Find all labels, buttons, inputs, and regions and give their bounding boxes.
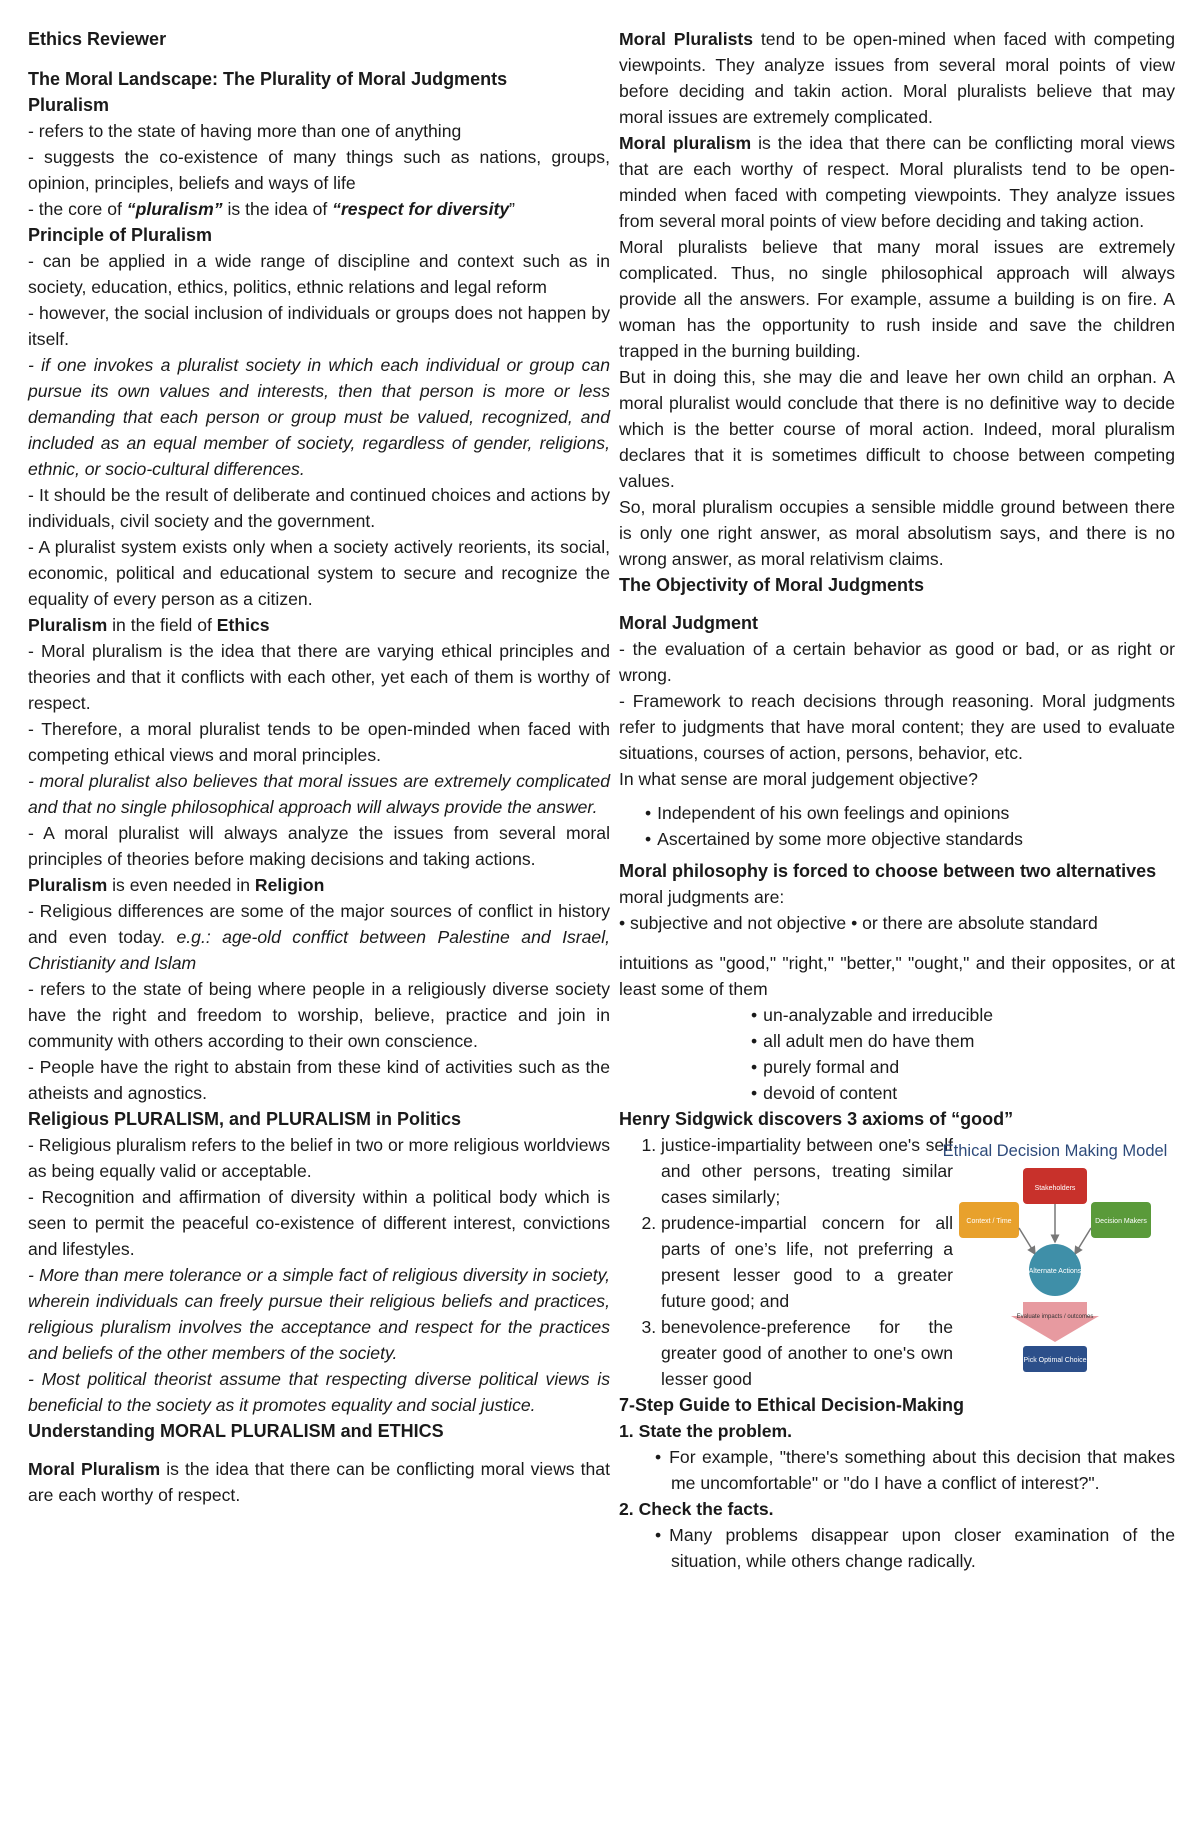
pluralism-line-3 xyxy=(28,196,610,222)
ethics-line-2: - Therefore, a moral pluralist tends to be open-minded when faced with competing ethical views and moral principles. xyxy=(28,719,610,765)
pluralism-heading: Pluralism xyxy=(28,95,110,115)
term-bold: Moral Pluralists xyxy=(619,29,754,49)
heading-plain: in the field of xyxy=(107,615,217,635)
left-column xyxy=(28,26,610,1508)
philosophy-line-3: intuitions as "good," "right," "better," "ought," and their opposites, or at least some of them xyxy=(619,953,1175,999)
section-title-moral-landscape: The Moral Landscape: The Plurality of Moral Judgments xyxy=(28,69,508,89)
judgment-line-1: - the evaluation of a certain behavior as good or bad, or as right or wrong. xyxy=(619,639,1175,685)
model-diagram xyxy=(935,1162,1175,1374)
text-span: tend to be open-mined when faced with competing viewpoints. They analyze issues from several moral points of view before deciding and takin action. Moral pluralists believe that may moral issues are extremely complicated. xyxy=(619,29,1175,127)
list-item: • Many problems disappear upon closer examination of the situation, while others change radically. xyxy=(655,1522,1175,1574)
heading-bold: Pluralism xyxy=(28,875,108,895)
heading-plain: is even needed in xyxy=(107,875,255,895)
sidgwick-heading: Henry Sidgwick discovers 3 axioms of “good” xyxy=(619,1109,1014,1129)
model-title: Ethical Decision Making Model xyxy=(942,1142,1168,1160)
right-para-3: Moral pluralists believe that many moral issues are extremely complicated. Thus, no single philosophical approach will always provide all the answers. For example, assume a building is on fire. A woman has the opportunity to rush inside and save the children trapped in the burning building. xyxy=(619,237,1175,361)
judgment-question: In what sense are moral judgement objective? xyxy=(619,769,978,789)
politics-heading: Religious PLURALISM, and PLURALISM in Politics xyxy=(28,1109,462,1129)
axiom-item: 3. benevolence-preference for the greater good of another to one's own lesser good xyxy=(661,1314,953,1392)
heading-bold: Ethics xyxy=(216,615,270,635)
principle-heading: Principle of Pluralism xyxy=(28,225,213,245)
axiom-item: 1. justice-impartiality between one's self and other persons, treating similar cases similarly; xyxy=(661,1132,953,1210)
node-evaluate-label: Evaluate impacts / outcomes xyxy=(1016,1314,1094,1320)
sidgwick-section xyxy=(619,1106,1175,1392)
node-stakeholders-label: Stakeholders xyxy=(1034,1185,1076,1192)
step-2-details xyxy=(655,1522,1175,1574)
node-evaluate xyxy=(1011,1302,1099,1342)
text-span: ” xyxy=(509,199,515,219)
philosophy-line-2: • subjective and not objective • or there are absolute standard xyxy=(619,913,1098,933)
node-alternate-actions-label: Alternate Actions xyxy=(1028,1268,1082,1275)
philosophy-line-1: moral judgments are: xyxy=(619,887,785,907)
politics-line-3: - More than mere tolerance or a simple fact of religious diversity in society, wherein individuals can freely pursue their religious beliefs and practices, religious pluralism involves the acceptance and respect for the practices and beliefs of the other members of the society. xyxy=(28,1265,610,1363)
list-item: • all adult men do have them xyxy=(751,1028,1175,1054)
example-text: e.g.: age-old conffict between Palestine and Israel, Christianity and Islam xyxy=(28,927,610,973)
philosophy-heading: Moral philosophy is forced to choose between two alternatives xyxy=(619,861,1157,881)
node-optimal-choice-label: Pick Optimal Choice xyxy=(1023,1357,1087,1364)
right-column xyxy=(619,26,1175,1574)
text-span: is the idea that there can be conflicting moral views that are each worthy of respect. xyxy=(28,1459,610,1505)
ethics-section xyxy=(28,612,610,872)
judgment-line-2: - Framework to reach decisions through reasoning. Moral judgments refer to judgments that have moral content; they are used to evaluate situations, courses of action, persons, behavior, etc. xyxy=(619,691,1175,763)
principle-line-4: - It should be the result of deliberate and continued choices and actions by individuals, civil society and the government. xyxy=(28,485,610,531)
node-decision-makers-label: Decision Makers xyxy=(1095,1218,1147,1225)
step-number: 1. xyxy=(619,1421,634,1441)
politics-line-1: - Religious pluralism refers to the belief in two or more religious worldviews as being equally valid or acceptable. xyxy=(28,1135,610,1181)
principle-line-5: - A pluralist system exists only when a society actively reorients, its social, economic, political and educational system to secure and recognize the equality of every person as a citizen. xyxy=(28,537,610,609)
heading-bold: Religion xyxy=(254,875,325,895)
text-span: - the core of xyxy=(28,199,127,219)
ethics-line-4: - A moral pluralist will always analyze the issues from several moral principles of theories before making decisions and taking actions. xyxy=(28,823,610,869)
principle-line-1: - can be applied in a wide range of discipline and context such as in society, education, ethics, politics, ethnic relations and legal reform xyxy=(28,251,610,297)
step-1-title xyxy=(619,1418,1175,1444)
objectivity-bullets xyxy=(645,800,1175,852)
understanding-section xyxy=(28,1418,610,1508)
pluralism-term: “pluralism” xyxy=(126,199,223,219)
religion-line-2: - refers to the state of being where people in a religiously diverse society have the right and freedom to worship, believe, practice and join in community with others according to their own conscience. xyxy=(28,979,610,1051)
text-span: is the idea of xyxy=(222,199,333,219)
arrow-right xyxy=(1075,1228,1091,1254)
right-para-2 xyxy=(619,130,1175,234)
philosophy-section xyxy=(619,858,1175,1106)
heading-bold: Pluralism xyxy=(28,615,108,635)
moral-judgment-section xyxy=(619,610,1175,852)
moral-judgment-heading: Moral Judgment xyxy=(619,613,759,633)
step-title-text: State the problem. xyxy=(638,1421,793,1441)
right-para-4: But in doing this, she may die and leave her own child an orphan. A moral pluralist would conclude that there is no definitive way to decide which is the better course of moral action. Indeed, moral pluralism declares that it is sometimes difficult to choose between competing values. xyxy=(619,367,1175,491)
pluralism-line-2: - suggests the co-existence of many things such as nations, groups, opinion, principles, beliefs and ways of life xyxy=(28,147,610,193)
list-item: • Ascertained by some more objective standards xyxy=(645,826,1175,852)
religion-heading xyxy=(28,872,610,898)
list-item: • purely formal and xyxy=(751,1054,1175,1080)
steps-heading: 7-Step Guide to Ethical Decision-Making xyxy=(619,1395,965,1415)
right-para-1 xyxy=(619,26,1175,130)
religion-section xyxy=(28,872,610,1106)
text-span: - Religious differences are some of the major sources of conflict in history and even today. xyxy=(28,901,610,947)
objectivity-heading: The Objectivity of Moral Judgments xyxy=(619,575,925,595)
right-para-5: So, moral pluralism occupies a sensible middle ground between there is only one right answer, as moral absolutism says, and there is no wrong answer, as moral relativism claims. xyxy=(619,497,1175,569)
document-title: Ethics Reviewer xyxy=(28,29,167,49)
understanding-para-1 xyxy=(28,1456,610,1508)
principle-line-2: - however, the social inclusion of individuals or groups does not happen by itself. xyxy=(28,303,610,349)
steps-section xyxy=(619,1392,1175,1574)
axioms-list xyxy=(619,1132,953,1392)
list-item: • Independent of his own feelings and opinions xyxy=(645,800,1175,826)
list-item: • devoid of content xyxy=(751,1080,1175,1106)
step-1-details xyxy=(655,1444,1175,1496)
ethics-line-3: - moral pluralist also believes that moral issues are extremely complicated and that no single philosophical approach will always provide the answer. xyxy=(28,771,610,817)
religion-line-3: - People have the right to abstain from these kind of activities such as the atheists and agnostics. xyxy=(28,1057,610,1103)
arrow-left xyxy=(1019,1228,1035,1254)
text-span: is the idea that there can be conflicting moral views that are each worthy of respect. Moral pluralists tend to be open-minded when faced with competing viewpoints. They analyze issues from several moral points of view before deciding and taking action. xyxy=(619,133,1175,231)
step-title-text: Check the facts. xyxy=(638,1499,774,1519)
pluralism-line-1: - refers to the state of having more than one of anything xyxy=(28,121,462,141)
step-2-title xyxy=(619,1496,1175,1522)
ethics-line-1: - Moral pluralism is the idea that there are varying ethical principles and theories and that it conflicts with each other, yet each of them is worthy of respect. xyxy=(28,641,610,713)
step-number: 2. xyxy=(619,1499,634,1519)
axioms-wrapper xyxy=(619,1132,1175,1392)
understanding-heading: Understanding MORAL PLURALISM and ETHICS xyxy=(28,1421,444,1441)
pluralism-section xyxy=(28,92,610,222)
principle-section xyxy=(28,222,610,612)
ethical-decision-model-figure xyxy=(935,1140,1175,1380)
axiom-item: 2. prudence-impartial concern for all parts of one’s life, not preferring a present lesser good to a greater future good; and xyxy=(661,1210,953,1314)
term-bold: Moral pluralism xyxy=(619,133,752,153)
politics-line-4: - Most political theorist assume that respecting diverse political views is beneficial to the society as it promotes equality and social justice. xyxy=(28,1369,610,1415)
politics-section xyxy=(28,1106,610,1418)
religion-line-1 xyxy=(28,898,610,976)
ethics-heading xyxy=(28,612,610,638)
politics-line-2: - Recognition and affirmation of diversity within a political body which is seen to permit the peaceful co-existence of different interest, convictions and lifestyles. xyxy=(28,1187,610,1259)
respect-diversity-term: “respect for diversity xyxy=(332,199,510,219)
list-item: • un-analyzable and irreducible xyxy=(751,1002,1175,1028)
principle-line-3: - if one invokes a pluralist society in which each individual or group can pursue its own values and interests, then that person is more or less demanding that each person or group must be valued, recognized, and included as an equal member of society, regardless of gender, religions, ethnic, or socio-cultural differences. xyxy=(28,355,610,479)
node-context-label: Context / Time xyxy=(966,1218,1012,1225)
term-bold: Moral Pluralism xyxy=(28,1459,161,1479)
philosophy-bullets xyxy=(751,1002,1175,1106)
list-item: • For example, "there's something about this decision that makes me uncomfortable" or "do I have a conflict of interest?". xyxy=(655,1444,1175,1496)
